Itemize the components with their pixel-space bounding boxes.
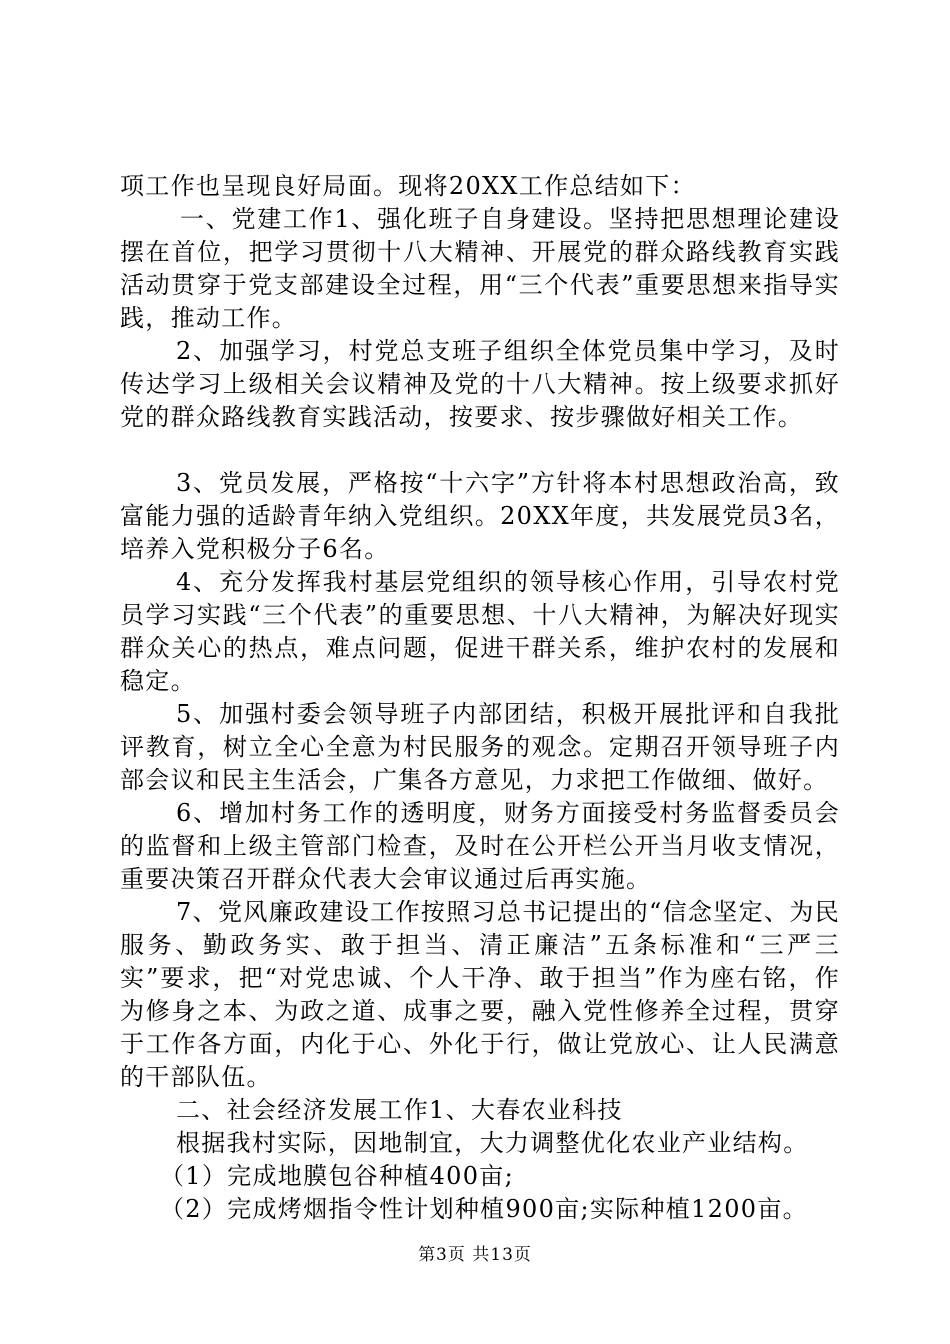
paragraph-party-building-3: 3、党员发展，严格按“十六字”方针将本村思想政治高，致富能力强的适龄青年纳入党组织。20XX年度，共发展党员3名，培养入党积极分子6名。 (120, 469, 840, 563)
list-item-tobacco: （2）完成烤烟指令性计划种植900亩;实际种植1200亩。 (160, 1195, 808, 1223)
paragraph-economic-intro: 根据我村实际，因地制宜，大力调整优化农业产业结构。 (176, 1129, 809, 1157)
paragraph-party-building-7: 7、党风廉政建设工作按照习总书记提出的“信念坚定、为民服务、勤政务实、敢于担当、清正廉洁”五条标准和“三严三实”要求，把“对党忠诚、个人干净、敢于担当”作为座右铭，作为修身之本、为政之道、成事之要，融入党性修养全过程，贯穿于工作各方面，内化于心、外化于行，做让党放心、让人民满意的干部队伍。 (120, 898, 840, 1091)
paragraph-party-building-2: 2、加强学习，村党总支班子组织全体党员集中学习，及时传达学习上级相关会议精神及党的十八大精神。按上级要求抓好党的群众路线教育实践活动，按要求、按步骤做好相关工作。 (120, 337, 840, 431)
page-number-label: 第3页 共13页 (418, 1245, 532, 1265)
page-footer (0, 1240, 950, 1265)
paragraph-intro: 项工作也呈现良好局面。现将20XX工作总结如下： (120, 172, 696, 200)
paragraph-party-building-1: 一、党建工作1、强化班子自身建设。坚持把思想理论建设摆在首位，把学习贯彻十八大精神、开展党的群众路线教育实践活动贯穿于党支部建设全过程，用“三个代表”重要思想来指导实践，推动工作。 (120, 205, 840, 332)
paragraph-economic-heading: 二、社会经济发展工作1、大春农业科技 (176, 1096, 623, 1124)
list-item-corn: （1）完成地膜包谷种植400亩; (160, 1162, 514, 1190)
paragraph-party-building-5: 5、加强村委会领导班子内部团结，积极开展批评和自我批评教育，树立全心全意为村民服务的观念。定期召开领导班子内部会议和民主生活会，广集各方意见，力求把工作做细、做好。 (120, 700, 840, 794)
paragraph-party-building-4: 4、充分发挥我村基层党组织的领导核心作用，引导农村党员学习实践“三个代表”的重要思想、十八大精神，为解决好现实群众关心的热点，难点问题，促进干群关系，维护农村的发展和稳定。 (120, 568, 840, 695)
paragraph-party-building-6: 6、增加村务工作的透明度，财务方面接受村务监督委员会的监督和上级主管部门检查，及时在公开栏公开当月收支情况，重要决策召开群众代表大会审议通过后再实施。 (120, 799, 840, 893)
document-body (120, 170, 840, 1226)
